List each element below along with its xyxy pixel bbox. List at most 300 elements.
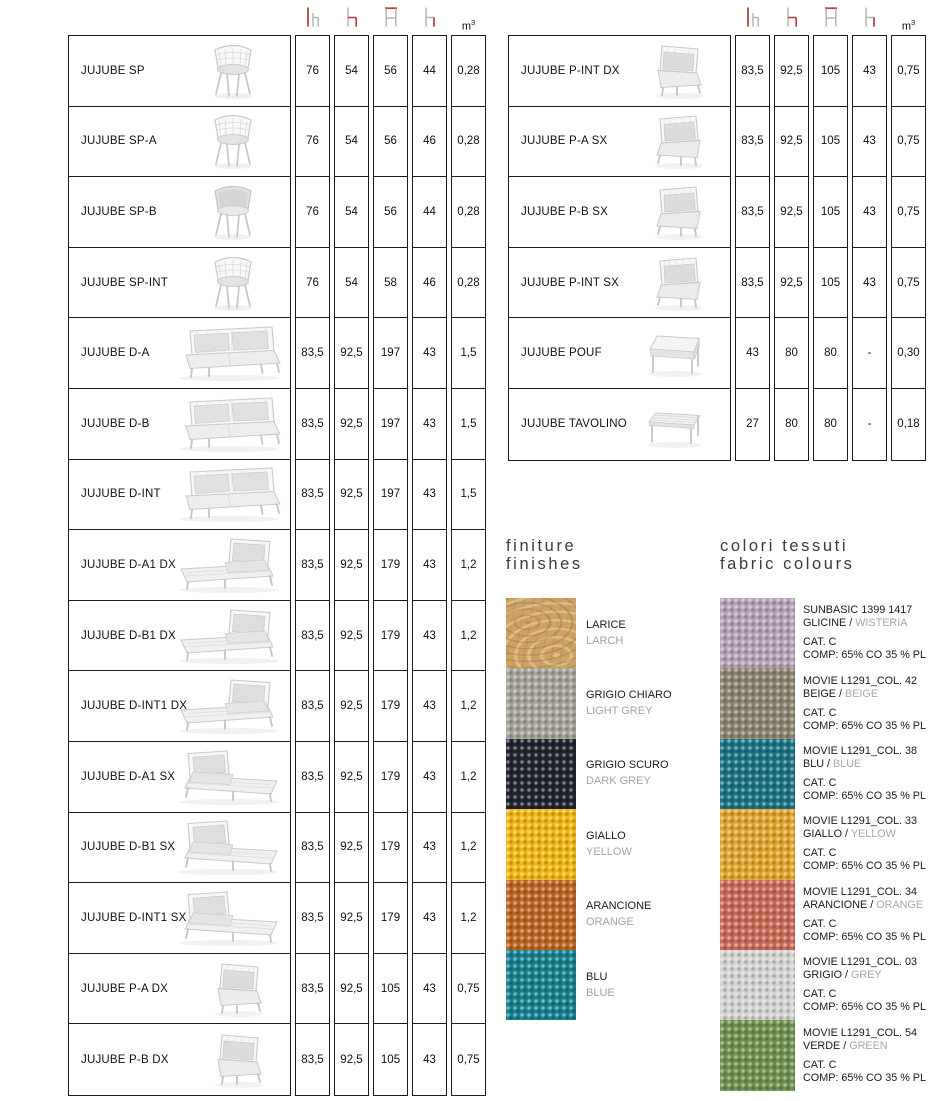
finish-swatch-larch (506, 598, 576, 668)
fabrics-panel (720, 537, 930, 1097)
product-name: JUJUBE D-A (81, 347, 150, 360)
dimension-value: 1,2 (452, 883, 485, 954)
dimension-value: 43 (413, 813, 446, 884)
product-image-sofa (173, 395, 285, 453)
finish-label (586, 830, 674, 859)
fabric-category: CAT. C (803, 917, 837, 930)
fabric-swatch-orange (720, 880, 795, 950)
dimension-value: 43 (413, 601, 446, 672)
fabric-name-italian: VERDE (803, 1039, 841, 1052)
dimension-value: 0,18 (897, 418, 920, 431)
dimension-value: 179 (374, 883, 407, 954)
volume-unit-label: $m^3$ (901, 18, 916, 33)
fabric-name-italian: GRIGIO (803, 969, 842, 982)
dimension-value: 92,5 (335, 813, 368, 884)
dimension-value: 43 (413, 954, 446, 1025)
product-name: JUJUBE D-A1 DX (81, 558, 176, 571)
product-name: JUJUBE SP (81, 64, 145, 77)
fabric-name-english: WISTERIA (855, 617, 908, 630)
height-icon-slot (735, 6, 770, 33)
product-image-chaise-sx (173, 818, 285, 876)
dimension-value: 83,5 (736, 36, 769, 107)
dimension-value: 1,2 (452, 671, 485, 742)
product-image-chaise-sx (173, 748, 285, 806)
table-row (509, 248, 730, 319)
table-row (69, 36, 290, 107)
fabric-name-english: ORANGE (876, 898, 923, 911)
dimension-value: 0,28 (452, 177, 485, 248)
fabric-name-separator: / (842, 969, 851, 982)
product-name: JUJUBE D-INT (81, 488, 161, 501)
finish-label (586, 619, 674, 648)
fabric-label (803, 745, 930, 803)
dimension-value: 0,75 (892, 248, 925, 319)
dimension-value: 1,5 (452, 389, 485, 460)
fabric-composition: COMP: 65% CO 35 % PL (803, 1071, 927, 1084)
dimension-value: 105 (374, 954, 407, 1025)
table-row (69, 742, 290, 813)
dimension-value: 105 (380, 1053, 401, 1066)
fabric-swatch-beige (720, 668, 795, 738)
product-name: JUJUBE P-A SX (521, 135, 608, 148)
dimension-value: 92,5 (775, 36, 808, 107)
product-image-chair-upholstered (206, 183, 260, 241)
dimension-value: 54 (335, 248, 368, 319)
finish-label (586, 900, 674, 929)
dimension-value: 58 (374, 248, 407, 319)
dimension-value: 0,75 (892, 36, 925, 107)
product-name: JUJUBE D-INT1 SX (81, 911, 187, 924)
dimension-icons-row (735, 8, 926, 35)
table-row (69, 248, 290, 319)
fabric-item (720, 809, 930, 879)
product-name-column (508, 35, 731, 461)
fabric-item (720, 880, 930, 950)
dimension-value: - (853, 318, 886, 389)
fabrics-title-it: colori tessuti (720, 537, 849, 555)
dimension-value: 0,30 (892, 318, 925, 389)
product-name: JUJUBE P-A DX (81, 982, 168, 995)
fabric-names (803, 828, 930, 841)
fabric-name-italian: GIALLO (803, 828, 843, 841)
dimension-value: 43 (413, 389, 446, 460)
fabric-item (720, 598, 930, 668)
dimension-icons-row (295, 8, 486, 35)
fabric-code: MOVIE L1291_COL. 38 (803, 744, 918, 757)
dimension-value: 105 (814, 107, 847, 178)
finish-swatch-light-grey (506, 668, 576, 738)
fabric-code: MOVIE L1291_COL. 42 (803, 674, 918, 687)
dimension-value: 105 (814, 248, 847, 319)
dimension-value: 76 (296, 177, 329, 248)
fabric-name-separator: / (824, 757, 834, 770)
dimension-column-3 (852, 35, 887, 461)
dimension-value: 0,75 (892, 177, 925, 248)
fabric-label (803, 815, 930, 873)
dimension-value: 92,5 (775, 107, 808, 178)
depth-icon-slot (774, 6, 809, 33)
table-row (509, 107, 730, 178)
fabric-category: CAT. C (803, 1058, 837, 1071)
fabric-composition: COMP: 65% CO 35 % PL (803, 719, 927, 732)
dimension-value: 76 (296, 107, 329, 178)
fabric-name-english: YELLOW (850, 828, 896, 841)
product-image-chaise-dx (173, 536, 285, 594)
dimension-value: 1,5 (452, 318, 485, 389)
fabric-name-italian: GLICINE (803, 617, 847, 630)
fabrics-title (720, 537, 930, 573)
fabric-names (803, 899, 930, 912)
dimension-value: 80 (785, 418, 798, 431)
dimension-column-2 (813, 35, 848, 461)
dimension-value: 56 (374, 107, 407, 178)
dimension-value: 76 (296, 36, 329, 107)
fabric-code: MOVIE L1291_COL. 34 (803, 885, 918, 898)
finish-label (586, 759, 674, 788)
finish-label (586, 971, 674, 1000)
product-name: JUJUBE D-B1 DX (81, 629, 176, 642)
dimension-column-4 (451, 35, 486, 1096)
fabric-composition: COMP: 65% CO 35 % PL (803, 1001, 927, 1014)
product-name: JUJUBE P-INT SX (521, 276, 619, 289)
dimension-value: 83,5 (736, 248, 769, 319)
finishes-list (506, 598, 674, 1020)
dimension-value: 83,5 (296, 530, 329, 601)
dimension-value: 83,5 (736, 177, 769, 248)
dimension-value: 44 (413, 36, 446, 107)
dimension-value: 179 (374, 671, 407, 742)
fabric-label (803, 675, 930, 733)
fabric-swatch-grey (720, 950, 795, 1020)
depth-icon (784, 6, 799, 33)
depth-icon (344, 6, 359, 33)
dimension-column-0 (735, 35, 770, 461)
finish-name-italian: GRIGIO CHIARO (586, 689, 672, 702)
fabric-item (720, 739, 930, 809)
dimension-value: 1,5 (452, 460, 485, 531)
dimension-value: 92,5 (335, 954, 368, 1025)
table-columns (68, 35, 486, 1096)
fabric-swatch-wisteria (720, 598, 795, 668)
dimension-value: 0,28 (452, 107, 485, 178)
fabric-code: MOVIE L1291_COL. 54 (803, 1026, 918, 1039)
finishes-title-it: finiture (506, 537, 577, 555)
product-image-chaise-dx (173, 607, 285, 665)
finish-name-italian: BLU (586, 970, 608, 983)
dimension-column-2 (373, 35, 408, 1096)
fabric-swatch-yellow (720, 809, 795, 879)
dimension-value: 0,75 (892, 107, 925, 178)
fabric-name-italian: BLU (803, 757, 825, 770)
finish-swatch-yellow (506, 809, 576, 879)
product-image-sofa (173, 465, 285, 523)
product-image-chair-wire (206, 254, 260, 312)
dimension-column-0 (295, 35, 330, 1096)
table-row (69, 601, 290, 672)
fabric-item (720, 950, 930, 1020)
dimension-value: 1,2 (452, 813, 485, 884)
finish-swatch-orange (506, 880, 576, 950)
fabric-name-english: BLUE (833, 757, 862, 770)
product-image-chaise-dx (173, 677, 285, 735)
fabric-category: CAT. C (803, 636, 837, 649)
product-name-column (68, 35, 291, 1096)
fabric-code: MOVIE L1291_COL. 03 (803, 956, 918, 969)
fabrics-list (720, 598, 930, 1091)
table-row (69, 318, 290, 389)
table-row (69, 883, 290, 954)
fabric-category: CAT. C (803, 988, 837, 1001)
product-image-sofa (173, 324, 285, 382)
seat-height-icon-slot (852, 6, 887, 33)
width-icon-slot (373, 6, 408, 33)
dimension-value: 92,5 (335, 530, 368, 601)
dimension-value: 197 (374, 318, 407, 389)
fabric-name-separator: / (842, 828, 851, 841)
dimension-value: 43 (853, 177, 886, 248)
product-name: JUJUBE P-INT DX (521, 64, 620, 77)
finish-name-english: DARK GREY (586, 775, 651, 788)
dimension-value: 83,5 (301, 1053, 324, 1066)
table-row (69, 530, 290, 601)
height-icon (745, 6, 760, 33)
dimension-value: 179 (374, 601, 407, 672)
fabric-name-separator: / (840, 1039, 850, 1052)
product-name: JUJUBE TAVOLINO (521, 418, 627, 431)
product-name: JUJUBE D-B (81, 417, 150, 430)
product-image-armchair-sx (649, 183, 709, 241)
dimension-value: 197 (374, 389, 407, 460)
seat-height-icon-slot (412, 6, 447, 33)
fabric-name-italian: BEIGE (803, 687, 837, 700)
finish-name-english: ORANGE (586, 916, 634, 929)
fabrics-title-en: fabric colours (720, 555, 855, 573)
fabric-swatch-blue (720, 739, 795, 809)
fabric-name-english: BEIGE (845, 687, 879, 700)
fabric-names (803, 969, 930, 982)
dimension-value: 80 (824, 418, 837, 431)
dimension-value: 27 (746, 418, 759, 431)
dimension-value: 54 (335, 36, 368, 107)
fabric-swatch-green (720, 1020, 795, 1090)
fabric-composition: COMP: 65% CO 35 % PL (803, 860, 927, 873)
dimension-value: 56 (374, 36, 407, 107)
dimension-value: 43 (736, 318, 769, 389)
product-name: JUJUBE P-B DX (81, 1053, 169, 1066)
dimension-value: 43 (413, 530, 446, 601)
finish-name-english: YELLOW (586, 845, 632, 858)
product-image-armchair-dx (209, 960, 269, 1018)
finish-swatch-blue (506, 950, 576, 1020)
table-row (69, 460, 290, 531)
product-image-chair-wire (206, 42, 260, 100)
dimension-value: 46 (413, 107, 446, 178)
fabric-name-separator: / (867, 898, 877, 911)
fabric-name-separator: / (846, 617, 856, 630)
dimension-value: 92,5 (335, 601, 368, 672)
dimension-value: 43 (853, 36, 886, 107)
product-name: JUJUBE D-A1 SX (81, 770, 176, 783)
dimension-value: 1,2 (452, 742, 485, 813)
dimension-value: 179 (374, 530, 407, 601)
dimension-value: 105 (814, 177, 847, 248)
product-name: JUJUBE POUF (521, 347, 602, 360)
dimension-value: 92,5 (335, 318, 368, 389)
fabric-composition: COMP: 65% CO 35 % PL (803, 789, 927, 802)
volume-unit-label: $m^3$ (461, 18, 476, 33)
dimension-column-3 (412, 35, 447, 1096)
finish-item (506, 739, 674, 809)
product-name: JUJUBE SP-A (81, 135, 157, 148)
dimension-value: - (867, 418, 872, 431)
product-image-chair-wire (206, 112, 260, 170)
dimension-value: 92,5 (335, 883, 368, 954)
table-row (69, 813, 290, 884)
product-image-armchair-sx (649, 112, 709, 170)
dimension-column-4 (891, 35, 926, 461)
dimension-value: 197 (374, 460, 407, 531)
left-spec-table (68, 8, 486, 1096)
dimension-value: 0,28 (452, 36, 485, 107)
product-name: JUJUBE P-B SX (521, 205, 608, 218)
table-row (69, 177, 290, 248)
finish-name-italian: GIALLO (586, 829, 626, 842)
dimension-value: 80 (814, 318, 847, 389)
volume-unit-slot (891, 19, 926, 33)
fabric-label (803, 886, 930, 944)
table-row (69, 671, 290, 742)
fabric-label (803, 1027, 930, 1085)
fabric-name-italian: ARANCIONE (803, 898, 868, 911)
dimension-value: 83,5 (296, 601, 329, 672)
finish-item (506, 880, 674, 950)
fabric-name-english: GREEN (849, 1039, 888, 1052)
table-row (69, 1024, 290, 1095)
dimension-value: 92,5 (775, 248, 808, 319)
fabric-names (803, 617, 930, 630)
table-row (509, 177, 730, 248)
dimension-value: 83,5 (736, 107, 769, 178)
seat-height-icon (862, 6, 877, 33)
dimension-column-1 (774, 35, 809, 461)
fabric-composition: COMP: 65% CO 35 % PL (803, 930, 927, 943)
product-image-pouf (640, 328, 710, 378)
width-icon (383, 6, 399, 33)
product-name: JUJUBE SP-INT (81, 276, 168, 289)
dimension-value: 83,5 (296, 318, 329, 389)
fabric-category: CAT. C (803, 776, 837, 789)
finishes-title (506, 537, 706, 573)
dimension-column-1 (334, 35, 369, 1096)
dimension-value: 43 (853, 107, 886, 178)
finish-name-italian: ARANCIONE (586, 900, 652, 913)
dimension-value: 43 (413, 318, 446, 389)
finish-name-italian: LARICE (586, 618, 626, 631)
product-image-table (640, 399, 710, 449)
table-row (509, 36, 730, 107)
fabric-label (803, 604, 930, 662)
fabric-name-english: GREY (851, 969, 882, 982)
table-columns (508, 35, 926, 461)
fabric-composition: COMP: 65% CO 35 % PL (803, 649, 927, 662)
dimension-value: 83,5 (296, 460, 329, 531)
finish-item (506, 809, 674, 879)
fabric-code: SUNBASIC 1399 1417 (803, 604, 913, 617)
dimension-value: 83,5 (296, 671, 329, 742)
dimension-value: 92,5 (335, 742, 368, 813)
dimension-value: 1,2 (452, 601, 485, 672)
height-icon-slot (295, 6, 330, 33)
dimension-value: 44 (413, 177, 446, 248)
fabric-code: MOVIE L1291_COL. 33 (803, 815, 918, 828)
finish-name-italian: GRIGIO SCURO (586, 759, 669, 772)
finish-name-english: LARCH (586, 634, 624, 647)
table-row (69, 389, 290, 460)
product-image-chaise-sx (173, 889, 285, 947)
finishes-panel (506, 537, 706, 1097)
fabric-item (720, 1020, 930, 1090)
table-row (509, 318, 730, 389)
dimension-value: 83,5 (296, 742, 329, 813)
width-icon-slot (813, 6, 848, 33)
dimension-value: 54 (335, 177, 368, 248)
dimension-value: 43 (853, 248, 886, 319)
fabric-label (803, 956, 930, 1014)
dimension-value: 179 (374, 742, 407, 813)
table-row (509, 389, 730, 460)
finish-name-english: BLUE (586, 986, 615, 999)
fabric-names (803, 688, 930, 701)
dimension-value: 92,5 (335, 671, 368, 742)
depth-icon-slot (334, 6, 369, 33)
fabric-names (803, 758, 930, 771)
dimension-value: 46 (413, 248, 446, 319)
fabric-names (803, 1040, 930, 1053)
fabric-category: CAT. C (803, 847, 837, 860)
dimension-value: 92,5 (335, 389, 368, 460)
finish-item (506, 950, 674, 1020)
dimension-value: 80 (775, 318, 808, 389)
dimension-value: 105 (814, 36, 847, 107)
dimension-value: 43 (413, 460, 446, 531)
product-name: JUJUBE SP-B (81, 205, 157, 218)
dimension-value: 43 (413, 671, 446, 742)
finish-label (586, 689, 674, 718)
dimension-value: 1,2 (452, 530, 485, 601)
dimension-value: 54 (335, 107, 368, 178)
finishes-title-en: finishes (506, 555, 583, 573)
volume-unit-slot (451, 19, 486, 33)
dimension-value: 43 (413, 742, 446, 813)
dimension-value: 43 (423, 1053, 436, 1066)
fabric-category: CAT. C (803, 706, 837, 719)
height-icon (305, 6, 320, 33)
fabric-item (720, 668, 930, 738)
table-row (69, 107, 290, 178)
dimension-value: 0,28 (452, 248, 485, 319)
dimension-value: 83,5 (296, 954, 329, 1025)
finish-item (506, 668, 674, 738)
width-icon (823, 6, 839, 33)
product-name: JUJUBE D-INT1 DX (81, 700, 188, 713)
dimension-value: 92,5 (775, 177, 808, 248)
dimension-value: 92,5 (340, 1053, 363, 1066)
dimension-value: 0,75 (452, 954, 485, 1025)
dimension-value: 56 (374, 177, 407, 248)
dimension-value: 92,5 (335, 460, 368, 531)
right-spec-table (508, 8, 926, 461)
dimension-value: 83,5 (296, 389, 329, 460)
